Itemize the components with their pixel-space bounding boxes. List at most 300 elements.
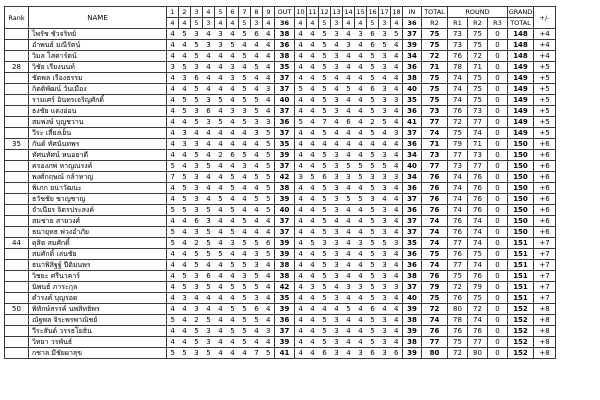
round-3-score: 0: [488, 216, 508, 227]
round-3-score: 0: [488, 139, 508, 150]
hole-score: 5: [179, 172, 191, 183]
hole-score: 4: [343, 260, 355, 271]
rank-cell: [5, 315, 29, 326]
hole-score: 3: [355, 29, 367, 40]
rank-cell: [5, 337, 29, 348]
hole-score: 4: [391, 315, 403, 326]
hole-score: 3: [379, 216, 391, 227]
in-score: 39: [403, 40, 422, 51]
plus-minus: +7: [534, 293, 556, 304]
round-2-score: 74: [468, 315, 488, 326]
in-score: 39: [403, 348, 422, 359]
out-score: 37: [275, 84, 295, 95]
player-row: [5, 293, 556, 304]
hole-score: 5: [367, 183, 379, 194]
hole-score: 4: [167, 106, 179, 117]
hole-score: 4: [355, 315, 367, 326]
rank-cell: [5, 260, 29, 271]
hole-score: 5: [263, 183, 275, 194]
hole-score: 5: [239, 117, 251, 128]
hole-score: 4: [227, 95, 239, 106]
hole-score: 4: [179, 260, 191, 271]
hole-score: 4: [343, 348, 355, 359]
hole-number: 17: [380, 8, 389, 16]
hole-score: 4: [215, 326, 227, 337]
hole-score: 5: [379, 161, 391, 172]
rank-cell: [5, 172, 29, 183]
hole-score: 3: [191, 304, 203, 315]
hole-score: 4: [179, 117, 191, 128]
hole-score: 4: [295, 29, 307, 40]
out-score: 36: [275, 315, 295, 326]
hole-score: 6: [367, 84, 379, 95]
out-score: 39: [275, 304, 295, 315]
hole-score: 4: [307, 62, 319, 73]
round-total: 79: [422, 282, 448, 293]
round-1-score: 74: [448, 194, 468, 205]
hole-score: 5: [239, 29, 251, 40]
hole-score: 5: [263, 139, 275, 150]
player-row: [5, 304, 556, 315]
hole-score: 5: [367, 106, 379, 117]
hole-score: 3: [295, 172, 307, 183]
hole-score: 4: [307, 84, 319, 95]
hole-score: 4: [391, 260, 403, 271]
hole-score: 4: [167, 40, 179, 51]
player-name: วิมล โสตาร์ตน์: [29, 51, 167, 62]
player-row: [5, 271, 556, 282]
out-score: 37: [275, 227, 295, 238]
hole-score: 5: [179, 183, 191, 194]
hole-score: 4: [307, 183, 319, 194]
player-name: วิชยะ ศรีนาคาร์: [29, 271, 167, 282]
hole-score: 4: [227, 29, 239, 40]
hole-score: 4: [343, 106, 355, 117]
hole-score: 4: [167, 29, 179, 40]
hole-score: 4: [355, 106, 367, 117]
hole-score: 4: [355, 304, 367, 315]
hole-score: 5: [239, 238, 251, 249]
hole-score: 4: [263, 337, 275, 348]
player-row: [5, 183, 556, 194]
hole-score: 3: [379, 227, 391, 238]
rank-cell: 44: [5, 238, 29, 249]
plusminus-header: +/-: [534, 7, 556, 29]
hole-score: 4: [239, 128, 251, 139]
round-total: 75: [422, 249, 448, 260]
hole-score: 4: [239, 183, 251, 194]
round-1-score: 74: [448, 172, 468, 183]
round-total: 75: [422, 73, 448, 84]
player-name: อำพนธ์ มณีรัตน์: [29, 40, 167, 51]
out-score: 37: [275, 106, 295, 117]
grand-total: 150: [508, 139, 534, 150]
hole-score: 5: [367, 205, 379, 216]
hole-score: 4: [343, 227, 355, 238]
par-value: 4: [215, 18, 227, 29]
hole-score: 4: [215, 106, 227, 117]
name-header: NAME: [29, 7, 167, 29]
round-1-score: 74: [448, 84, 468, 95]
hole-score: 3: [391, 282, 403, 293]
hole-score: 4: [343, 293, 355, 304]
hole-score: 4: [319, 304, 331, 315]
hole-score: 4: [355, 337, 367, 348]
hole-score: 4: [263, 40, 275, 51]
hole-score: 5: [343, 194, 355, 205]
round-2-score: 79: [468, 282, 488, 293]
round-1-score: 75: [448, 271, 468, 282]
hole-score: 4: [251, 139, 263, 150]
hole-score: 5: [215, 194, 227, 205]
hole-score: 4: [331, 84, 343, 95]
hole-score: 3: [379, 84, 391, 95]
round-2-score: 71: [468, 62, 488, 73]
hole-score: 4: [295, 194, 307, 205]
hole-score: 5: [251, 282, 263, 293]
hole-score: 3: [331, 183, 343, 194]
hole-score: 5: [191, 326, 203, 337]
out-score: 37: [275, 326, 295, 337]
rank-cell: [5, 249, 29, 260]
in-score: 37: [403, 194, 422, 205]
hole-score: 5: [263, 128, 275, 139]
player-name: ครองภพ หาญณรงค์: [29, 161, 167, 172]
hole-score: 3: [179, 128, 191, 139]
hole-score: 6: [367, 304, 379, 315]
hole-score: 4: [295, 95, 307, 106]
hole-score: 5: [263, 194, 275, 205]
hole-score: 4: [343, 337, 355, 348]
grand-total: 149: [508, 73, 534, 84]
round-total: 76: [422, 183, 448, 194]
grand-total: 150: [508, 194, 534, 205]
hole-score: 3: [203, 216, 215, 227]
player-name: พงศ์กฤษณ์ กล้าหาญ: [29, 172, 167, 183]
hole-score: 4: [203, 29, 215, 40]
hole-score: 4: [307, 117, 319, 128]
hole-score: 3: [331, 260, 343, 271]
grand-total: 149: [508, 84, 534, 95]
round-1-score: 77: [448, 238, 468, 249]
hole-score: 6: [191, 73, 203, 84]
hole-score: 4: [307, 337, 319, 348]
round-3-score: 0: [488, 293, 508, 304]
hole-score: 4: [179, 227, 191, 238]
grand-total: 149: [508, 95, 534, 106]
grand-total: 149: [508, 128, 534, 139]
hole-score: 3: [379, 326, 391, 337]
round-2-score: 75: [468, 40, 488, 51]
plus-minus: +5: [534, 95, 556, 106]
round-1-score: 74: [448, 205, 468, 216]
par-value: 4: [227, 18, 239, 29]
hole-score: 3: [379, 172, 391, 183]
in-score: 36: [403, 260, 422, 271]
in-score: 37: [403, 216, 422, 227]
hole-score: 5: [191, 150, 203, 161]
hole-score: 3: [331, 315, 343, 326]
hole-score: 3: [179, 139, 191, 150]
hole-score: 4: [167, 51, 179, 62]
hole-score: 5: [239, 315, 251, 326]
hole-score: 4: [215, 315, 227, 326]
round-1-score: 77: [448, 260, 468, 271]
hole-score: 4: [179, 40, 191, 51]
hole-score: 4: [307, 205, 319, 216]
round-total: 76: [422, 194, 448, 205]
hole-score: 5: [379, 238, 391, 249]
out-score: 39: [275, 249, 295, 260]
hole-score: 5: [379, 40, 391, 51]
hole-score: 3: [203, 40, 215, 51]
out-score: 38: [275, 29, 295, 40]
hole-score: 4: [307, 194, 319, 205]
out-score: 38: [275, 183, 295, 194]
hole-score: 3: [343, 282, 355, 293]
hole-score: 5: [367, 95, 379, 106]
hole-number: 6: [227, 7, 239, 18]
in-score: 37: [403, 227, 422, 238]
hole-score: 4: [391, 271, 403, 282]
hole-score: 3: [331, 293, 343, 304]
hole-score: 4: [203, 260, 215, 271]
hole-score: 5: [191, 337, 203, 348]
hole-number: 8: [251, 7, 263, 18]
hole-score: 4: [203, 51, 215, 62]
hole-score: 6: [367, 348, 379, 359]
hole-number: 12: [320, 8, 329, 16]
hole-score: 5: [319, 51, 331, 62]
round-3-score: 0: [488, 348, 508, 359]
round-3-score: 0: [488, 238, 508, 249]
rank-cell: [5, 51, 29, 62]
hole-score: 3: [191, 29, 203, 40]
round-3-score: 0: [488, 249, 508, 260]
hole-score: 4: [307, 150, 319, 161]
hole-score: 3: [379, 337, 391, 348]
par-value: 5: [239, 18, 251, 29]
hole-score: 4: [215, 73, 227, 84]
player-row: [5, 337, 556, 348]
player-name: กชาล มีชัยผาสุข: [29, 348, 167, 359]
hole-score: 4: [251, 150, 263, 161]
player-name: ธงชัย แดงอ่อน: [29, 106, 167, 117]
player-row: [5, 238, 556, 249]
round-2-score: 74: [468, 238, 488, 249]
hole-score: 4: [355, 62, 367, 73]
hole-score: 4: [343, 326, 355, 337]
hole-score: 5: [251, 106, 263, 117]
hole-score: 5: [191, 84, 203, 95]
hole-score: 4: [227, 128, 239, 139]
hole-score: 4: [167, 84, 179, 95]
round-1-score: 73: [448, 161, 468, 172]
hole-score: 3: [367, 172, 379, 183]
round-total: 73: [422, 106, 448, 117]
hole-score: 4: [215, 271, 227, 282]
round-1-score: 76: [448, 293, 468, 304]
rank-cell: [5, 293, 29, 304]
hole-score: 6: [251, 304, 263, 315]
hole-score: 4: [379, 194, 391, 205]
in-score: 38: [403, 337, 422, 348]
player-row: [5, 29, 556, 40]
hole-score: 5: [239, 73, 251, 84]
hole-score: 4: [295, 161, 307, 172]
hole-score: 5: [263, 249, 275, 260]
hole-score: 4: [263, 304, 275, 315]
round-3-score: 0: [488, 128, 508, 139]
player-row: [5, 172, 556, 183]
hole-score: 5: [227, 260, 239, 271]
hole-score: 5: [203, 282, 215, 293]
par-value: 3: [251, 18, 263, 29]
hole-score: 5: [179, 205, 191, 216]
round-1-score: 74: [448, 183, 468, 194]
out-header: OUT: [275, 7, 295, 18]
player-name: พิทักษ์สรรค์ นพสิทธิพร: [29, 304, 167, 315]
hole-score: 5: [319, 293, 331, 304]
hole-score: 4: [239, 40, 251, 51]
hole-score: 4: [167, 271, 179, 282]
par-value: 4: [295, 18, 307, 29]
hole-score: 5: [227, 326, 239, 337]
round-3-score: 0: [488, 271, 508, 282]
round-total: 77: [422, 117, 448, 128]
out-score: 37: [275, 73, 295, 84]
in-score: 41: [403, 117, 422, 128]
hole-score: 4: [167, 183, 179, 194]
hole-score: 3: [331, 161, 343, 172]
hole-score: 6: [227, 150, 239, 161]
round-total: 74: [422, 216, 448, 227]
hole-score: 4: [355, 84, 367, 95]
hole-score: 5: [239, 51, 251, 62]
hole-score: 4: [263, 315, 275, 326]
hole-score: 5: [215, 95, 227, 106]
hole-score: 4: [239, 205, 251, 216]
hole-score: 4: [203, 139, 215, 150]
round-3-score: 0: [488, 117, 508, 128]
hole-score: 5: [191, 40, 203, 51]
hole-score: 4: [263, 51, 275, 62]
hole-score: 3: [331, 106, 343, 117]
hole-score: 5: [227, 205, 239, 216]
r3-header: R3: [488, 18, 508, 29]
hole-score: 4: [343, 150, 355, 161]
hole-score: 3: [227, 62, 239, 73]
hole-score: 5: [367, 62, 379, 73]
plus-minus: +6: [534, 183, 556, 194]
round-2-score: 74: [468, 216, 488, 227]
hole-score: 4: [239, 249, 251, 260]
hole-score: 3: [203, 337, 215, 348]
hole-score: 7: [251, 348, 263, 359]
in-score: 38: [403, 315, 422, 326]
hole-score: 5: [227, 304, 239, 315]
hole-score: 3: [331, 271, 343, 282]
hole-score: 4: [227, 337, 239, 348]
plus-minus: +6: [534, 227, 556, 238]
hole-score: 4: [167, 249, 179, 260]
hole-score: 4: [227, 84, 239, 95]
hole-score: 4: [343, 95, 355, 106]
hole-score: 4: [263, 95, 275, 106]
player-row: [5, 326, 556, 337]
round-2-score: 76: [468, 172, 488, 183]
hole-score: 4: [343, 205, 355, 216]
hole-score: 4: [355, 216, 367, 227]
round-2-score: 74: [468, 227, 488, 238]
round-3-score: 0: [488, 337, 508, 348]
in-score: 38: [403, 271, 422, 282]
hole-score: 5: [167, 205, 179, 216]
player-row: [5, 227, 556, 238]
hole-score: 3: [251, 117, 263, 128]
hole-score: 3: [391, 172, 403, 183]
hole-score: 5: [203, 315, 215, 326]
total-subheader: R2: [422, 18, 448, 29]
hole-score: 5: [227, 183, 239, 194]
hole-score: 4: [167, 293, 179, 304]
hole-score: 3: [331, 172, 343, 183]
hole-score: 4: [391, 84, 403, 95]
round-total: 76: [422, 326, 448, 337]
grand-total: 150: [508, 205, 534, 216]
hole-score: 4: [203, 62, 215, 73]
hole-score: 5: [167, 315, 179, 326]
hole-score: 5: [367, 227, 379, 238]
hole-score: 4: [167, 337, 179, 348]
hole-score: 4: [215, 84, 227, 95]
plus-minus: +7: [534, 271, 556, 282]
out-score: 35: [275, 293, 295, 304]
hole-score: 5: [167, 348, 179, 359]
hole-score: 4: [355, 260, 367, 271]
hole-score: 5: [319, 260, 331, 271]
plus-minus: +6: [534, 161, 556, 172]
hole-score: 5: [239, 95, 251, 106]
hole-score: 3: [227, 238, 239, 249]
hole-score: 4: [307, 216, 319, 227]
total-header: TOTAL: [422, 7, 448, 18]
hole-score: 5: [215, 249, 227, 260]
hole-score: 5: [367, 326, 379, 337]
rank-cell: [5, 150, 29, 161]
leaderboard-table: [4, 6, 556, 359]
hole-score: 4: [379, 73, 391, 84]
plus-minus: +6: [534, 194, 556, 205]
hole-score: 3: [331, 348, 343, 359]
grand-total: 151: [508, 293, 534, 304]
hole-score: 3: [331, 249, 343, 260]
player-row: [5, 216, 556, 227]
round-1-score: 77: [448, 150, 468, 161]
hole-score: 3: [227, 73, 239, 84]
round-2-score: 76: [468, 271, 488, 282]
out-score: 39: [275, 337, 295, 348]
hole-number: 9: [263, 7, 275, 18]
par-in: 36: [403, 18, 422, 29]
hole-number: 10: [296, 8, 305, 16]
hole-score: 4: [343, 128, 355, 139]
hole-score: 3: [331, 29, 343, 40]
in-score: 40: [403, 293, 422, 304]
out-score: 37: [275, 216, 295, 227]
hole-score: 4: [263, 216, 275, 227]
hole-score: 5: [319, 29, 331, 40]
